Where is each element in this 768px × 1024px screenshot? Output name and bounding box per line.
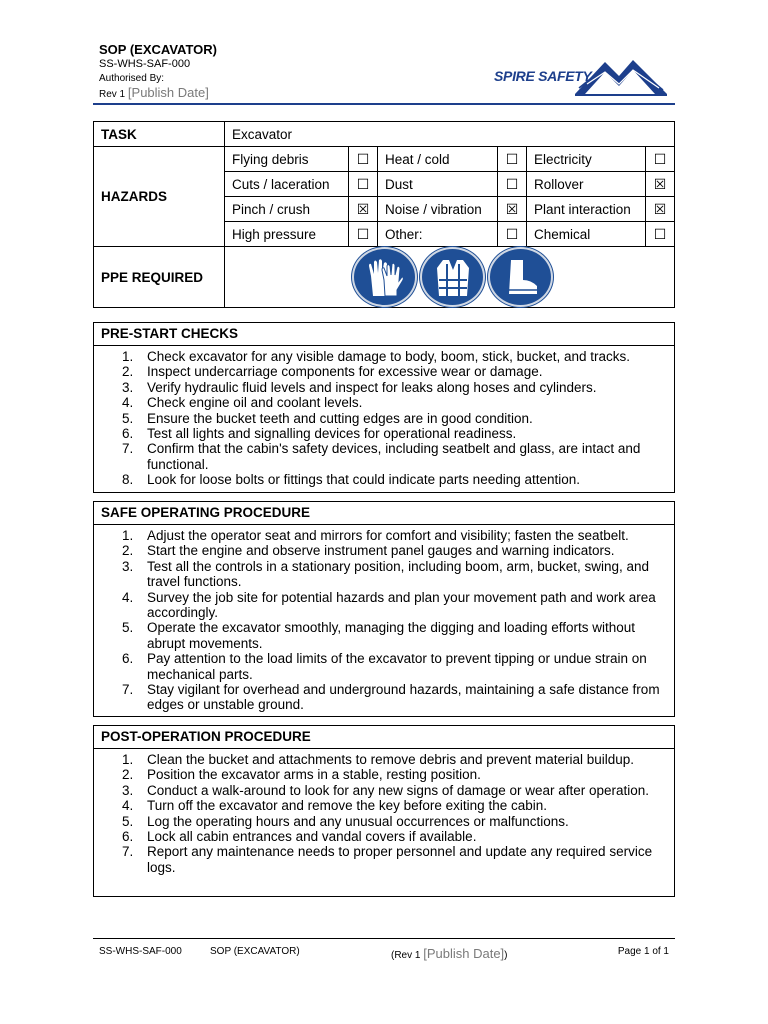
revision-line	[99, 85, 209, 100]
hazard-label: Rollover	[527, 172, 646, 197]
hazard-label: Cuts / laceration	[225, 172, 349, 197]
hazard-label: Dust	[378, 172, 498, 197]
list-item: 4. Turn off the excavator and remove the key before exiting the cabin.	[122, 798, 547, 814]
hazard-checkbox[interactable]: ☐	[349, 172, 378, 197]
list-item: 4. Survey the job site for potential hazards and plan your movement path and work area accordingly.	[122, 589, 656, 621]
list-item: 7. Confirm that the cabin's safety devices, including seatbelt and glass, are intact and functional.	[122, 441, 641, 472]
safety-boots-icon	[488, 247, 553, 307]
section-heading: POST-OPERATION PROCEDURE	[94, 726, 674, 749]
list-item: 1. Adjust the operator seat and mirrors for comfort and visibility; fasten the seatbelt.	[122, 528, 629, 543]
logo-wordmark: SPIRE SAFETY	[494, 68, 592, 84]
list-item: 6. Pay attention to the load limits of the excavator to prevent tipping or undue strain on mechanical parts.	[122, 651, 647, 682]
hazard-checkbox[interactable]: ☐	[498, 222, 527, 247]
list-item: 1. Check excavator for any visible damage to body, boom, stick, bucket, and tracks.	[122, 349, 630, 364]
page-number: Page 1 of 1	[617, 946, 669, 957]
task-label: TASK	[94, 122, 225, 147]
list-item: 7. Stay vigilant for overhead and underground hazards, maintaining a safe distance from edges or unstable ground.	[122, 682, 660, 713]
hazard-label: Noise / vibration	[378, 197, 498, 222]
hazard-label: Electricity	[527, 147, 646, 172]
list-item: 2. Start the engine and observe instrument panel gauges and warning indicators.	[122, 543, 615, 559]
ppe-row	[94, 247, 675, 308]
spire-safety-logo	[492, 54, 667, 98]
hazard-label: Flying debris	[225, 147, 349, 172]
hazard-checkbox[interactable]: ☒	[646, 172, 675, 197]
post-operation-list	[94, 749, 674, 880]
hazard-checkbox[interactable]: ☒	[349, 197, 378, 222]
hazard-row	[94, 147, 675, 172]
document-footer	[99, 946, 669, 966]
hi-vis-vest-icon	[420, 247, 485, 307]
task-hazard-table	[93, 121, 675, 308]
task-value: Excavator	[225, 122, 675, 147]
list-item: 5. Operate the excavator smoothly, managing the digging and loading efforts without abrupt movements.	[122, 620, 636, 651]
gloves-icon	[352, 247, 417, 307]
hazard-checkbox[interactable]: ☒	[646, 197, 675, 222]
hazard-checkbox[interactable]: ☐	[349, 222, 378, 247]
hazard-label: Chemical	[527, 222, 646, 247]
ppe-icon-group	[352, 247, 667, 307]
hazard-label: Heat / cold	[378, 147, 498, 172]
pre-start-checks-section	[93, 322, 675, 493]
authorised-by-label: Authorised By:	[99, 73, 165, 84]
footer-revision: (Rev 1 [Publish Date])	[391, 946, 508, 961]
hazard-checkbox[interactable]: ☐	[646, 222, 675, 247]
pre-start-list	[94, 346, 674, 493]
list-item: 7. Report any maintenance needs to proper personnel and update any required service logs.	[122, 844, 653, 875]
list-item: 8. Look for loose bolts or fittings that could indicate parts needing attention.	[122, 472, 581, 488]
hazard-label: Other:	[378, 222, 498, 247]
safe-operating-procedure-section	[93, 501, 675, 717]
safe-operating-list	[94, 525, 674, 718]
revision-label: Rev 1	[99, 89, 126, 100]
list-item: 4. Check engine oil and coolant levels.	[122, 395, 363, 411]
document-code: SS-WHS-SAF-000	[99, 58, 191, 70]
list-item: 3. Test all the controls in a stationary position, including boom, arm, bucket, swing, and travel functions.	[122, 558, 650, 590]
hazard-checkbox[interactable]: ☐	[498, 172, 527, 197]
list-item: 6. Test all lights and signalling devices for operational readiness.	[122, 426, 517, 442]
hazards-label: HAZARDS	[94, 147, 225, 247]
hazard-checkbox[interactable]: ☐	[349, 147, 378, 172]
footer-title: SOP (EXCAVATOR)	[210, 946, 300, 957]
footer-doc-code: SS-WHS-SAF-000	[99, 946, 182, 957]
list-item: 3. Conduct a walk-around to look for any new signs of damage or wear after operation.	[122, 782, 650, 798]
section-heading: SAFE OPERATING PROCEDURE	[94, 502, 674, 525]
ppe-icons-cell	[225, 247, 675, 308]
list-item: 2. Position the excavator arms in a stable, resting position.	[122, 767, 481, 783]
publish-date-placeholder: [Publish Date]	[127, 85, 209, 100]
list-item: 2. Inspect undercarriage components for excessive wear or damage.	[122, 364, 543, 380]
hazard-label: Pinch / crush	[225, 197, 349, 222]
list-item: 1. Clean the bucket and attachments to remove debris and prevent material buildup.	[122, 752, 635, 767]
ppe-label: PPE REQUIRED	[94, 247, 225, 308]
task-row	[94, 122, 675, 147]
hazard-label: Plant interaction	[527, 197, 646, 222]
list-item: 5. Log the operating hours and any unusual occurrences or malfunctions.	[122, 813, 569, 829]
document-header	[99, 42, 675, 104]
hazard-checkbox[interactable]: ☐	[646, 147, 675, 172]
hazard-checkbox[interactable]: ☒	[498, 197, 527, 222]
document-title: SOP (EXCAVATOR)	[99, 42, 217, 57]
list-item: 6. Lock all cabin entrances and vandal covers if available.	[122, 829, 477, 845]
header-divider	[93, 103, 675, 105]
list-item: 5. Ensure the bucket teeth and cutting edges are in good condition.	[122, 410, 533, 426]
mountain-logo-icon	[575, 54, 667, 98]
list-item: 3. Verify hydraulic fluid levels and inspect for leaks along hoses and cylinders.	[122, 379, 597, 395]
footer-publish-date-placeholder: [Publish Date]	[423, 946, 505, 961]
footer-divider	[93, 938, 675, 939]
section-heading: PRE-START CHECKS	[94, 323, 674, 346]
post-operation-procedure-section	[93, 725, 675, 897]
hazard-label: High pressure	[225, 222, 349, 247]
hazard-checkbox[interactable]: ☐	[498, 147, 527, 172]
